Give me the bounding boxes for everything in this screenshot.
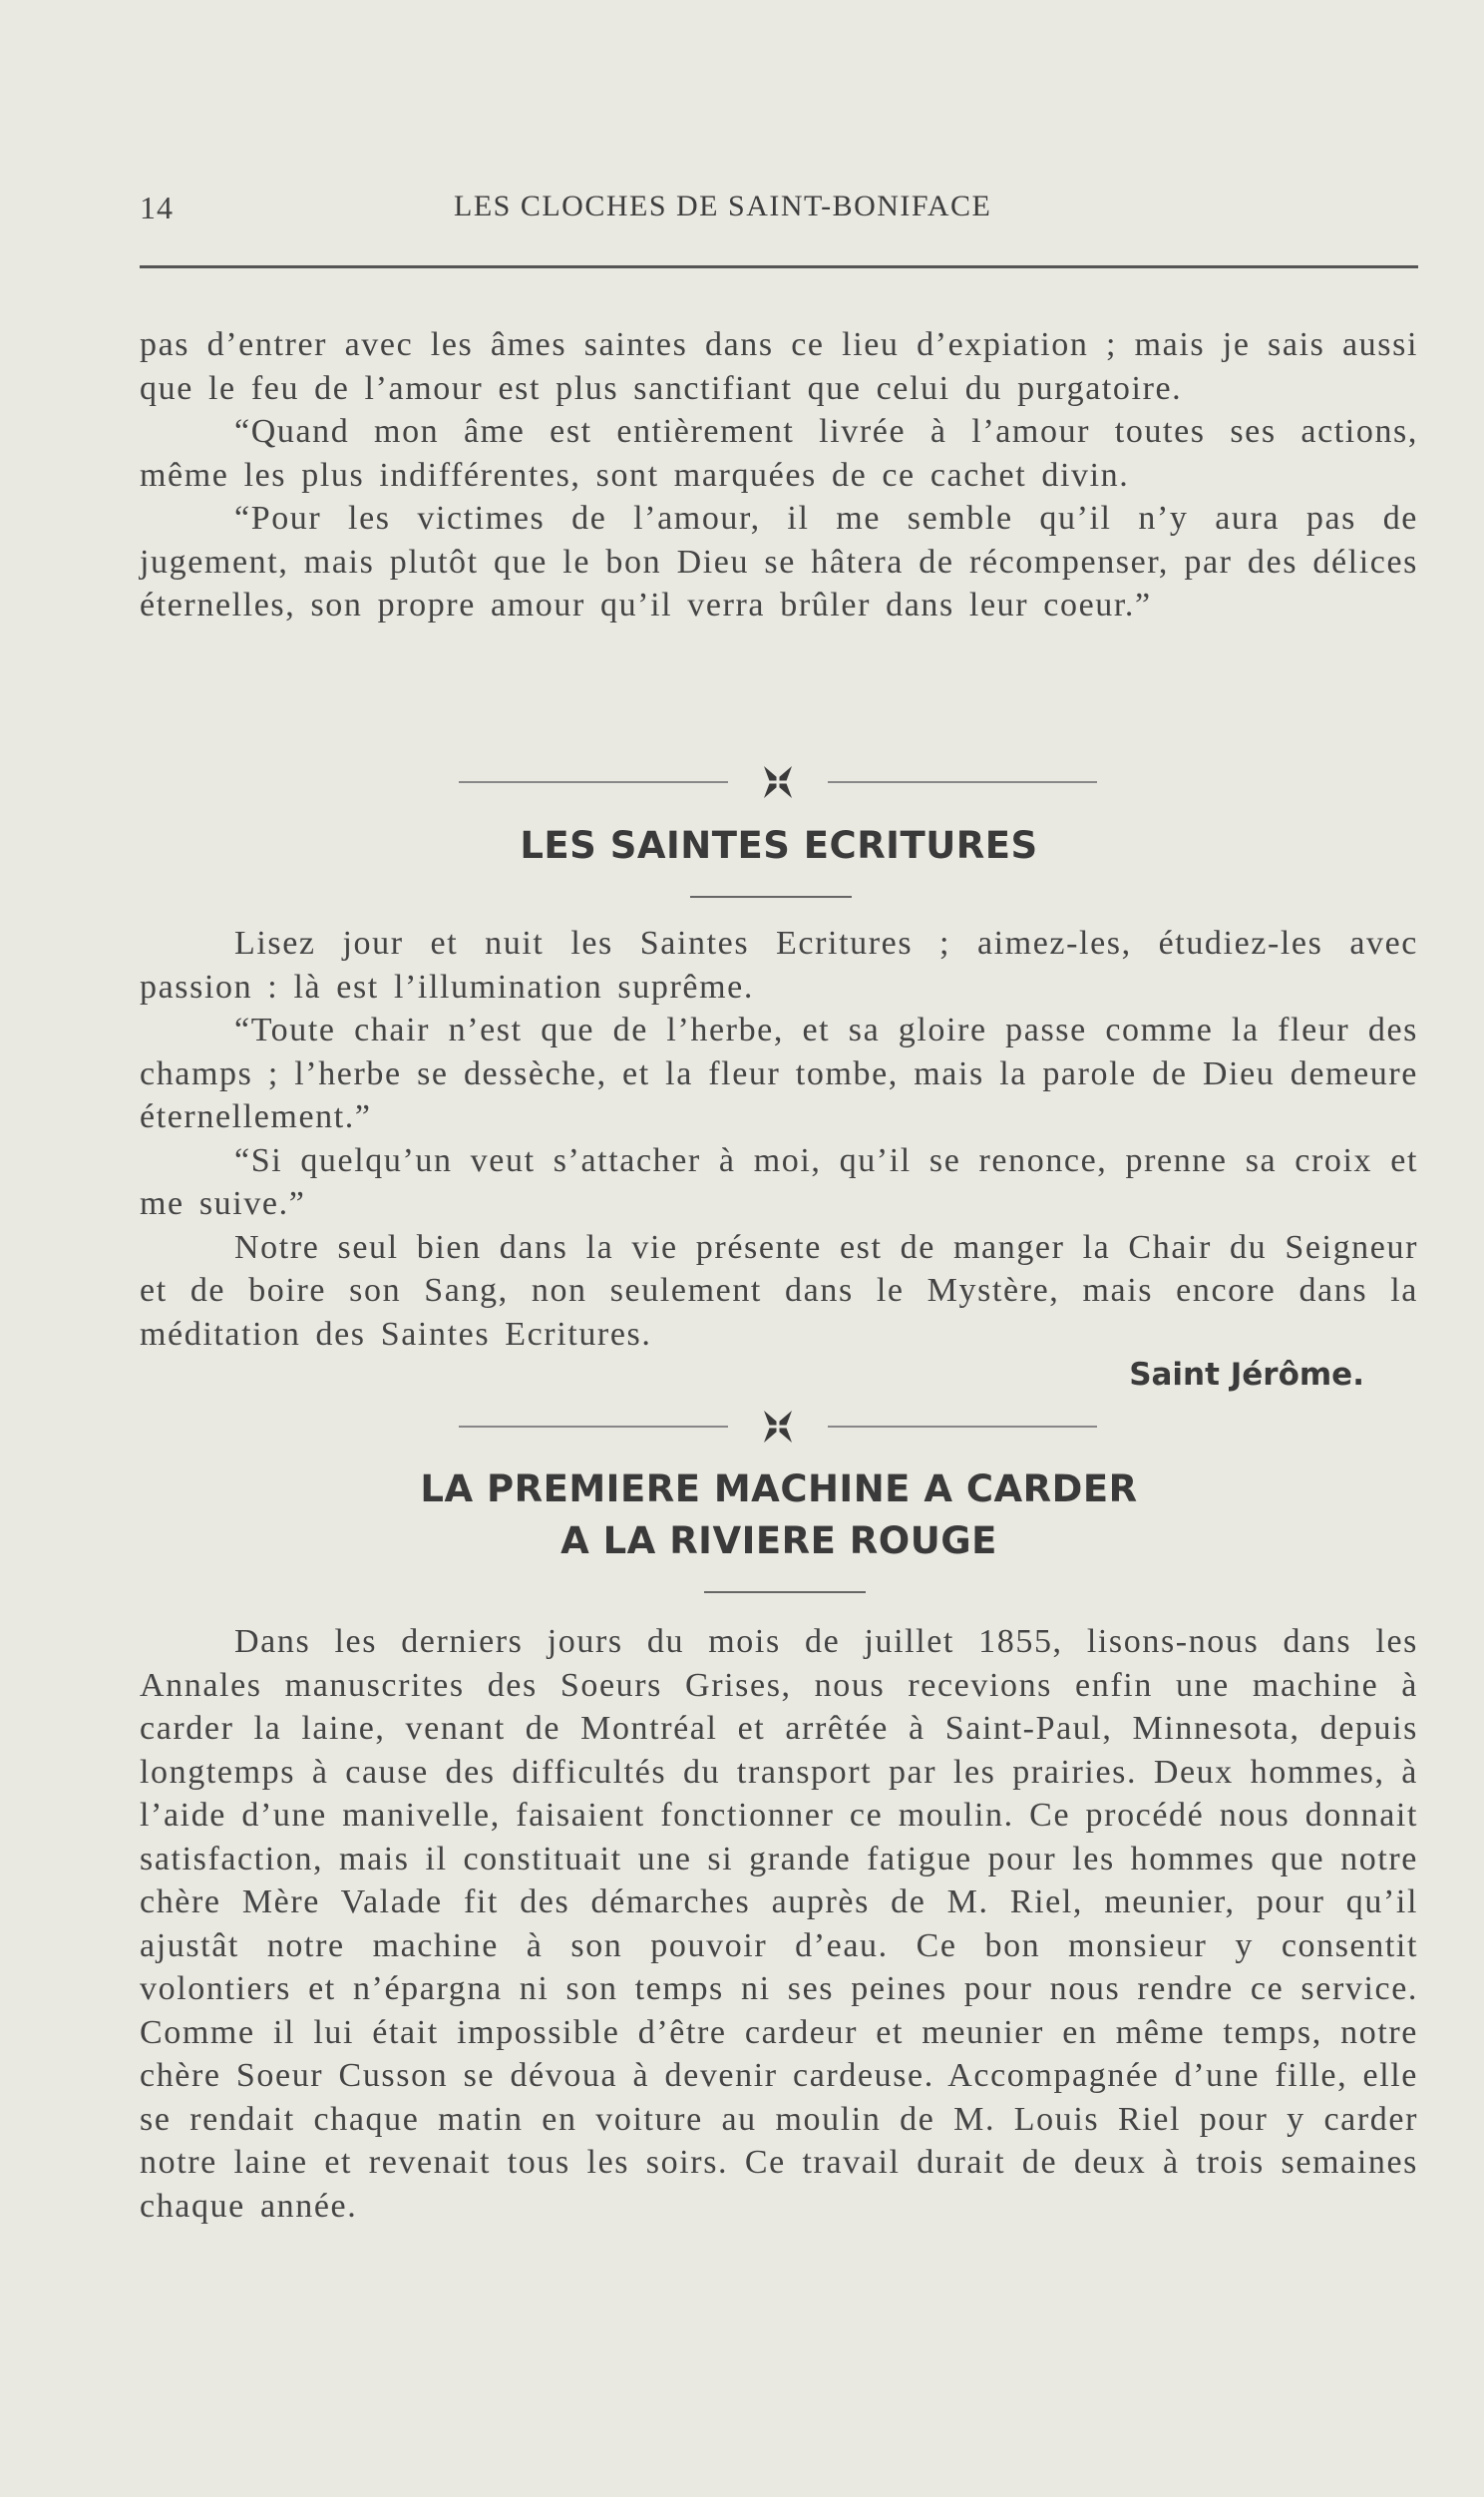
page-header (140, 190, 1416, 229)
paragraph: Notre seul bien dans la vie présente est de manger la Chair du Seigneur et de boire son Sang, non seulement dans le Mystère, mais encore dans la méditation des Saintes Ecritures. (140, 1228, 1418, 1353)
divider-line (828, 781, 1097, 783)
title-underline (704, 1591, 866, 1593)
saintes-ecritures-text (140, 922, 1418, 1356)
section-continuation-text (140, 323, 1418, 627)
running-title: LES CLOCHES DE SAINT-BONIFACE (454, 190, 992, 222)
paragraph: pas d’entrer avec les âmes saintes dans ce lieu d’expiation ; mais je sais aussi que le feu de l’amour est plus sanctifiant que celui du purgatoire. (140, 326, 1418, 407)
title-line: A LA RIVIERE ROUGE (560, 1519, 997, 1562)
section-title (140, 1463, 1418, 1567)
page-number: 14 (140, 190, 174, 225)
section-divider (459, 1407, 1097, 1447)
maltese-cross-icon (761, 1409, 795, 1445)
section-divider (459, 762, 1097, 802)
machine-a-carder-text (140, 1620, 1418, 2228)
paragraph: Dans les derniers jours du mois de juillet 1855, lisons-nous dans les Annales manuscrites des Soeurs Grises, nous recevions enfin une machine à carder la laine, venant de Montréal et arrêtée à Saint-Paul, Minnesota, depuis longtemps à cause des difficultés du transport par les prairies. Deux hommes, à l’aide d’une manivelle, faisaient fonctionner ce moulin. Ce procédé nous donnait satisfaction, mais il constituait une si grande fatigue pour les hommes que notre chère Mère Valade fit des démarches auprès de M. Riel, meunier, pour qu’il ajustât notre machine à son pouvoir d’eau. Ce bon monsieur y consentit volontiers et n’épargna ni son temps ni ses peines pour nous rendre ce service. Comme il lui était impossible d’être cardeur et meunier en même temps, notre chère Soeur Cusson se dévoua à devenir cardeuse. Accompagnée d’une fille, elle se rendait chaque matin en voiture au moulin de M. Louis Riel pour y carder notre laine et revenait tous les soirs. Ce travail durait de deux à trois semaines chaque année. (140, 1623, 1418, 2225)
divider-line (459, 1426, 728, 1428)
signature: Saint Jérôme. (1129, 1357, 1364, 1393)
paragraph: “Si quelqu’un veut s’attacher à moi, qu’il se renonce, prenne sa croix et me suive.” (140, 1141, 1418, 1222)
paragraph: Lisez jour et nuit les Saintes Ecritures ; aimez-les, étudiez-les avec passion : là est l’illumination suprême. (140, 925, 1418, 1006)
paragraph: “Toute chair n’est que de l’herbe, et sa gloire passe comme la fleur des champs ; l’herbe se dessèche, et la fleur tombe, mais la parole de Dieu demeure éternellement.” (140, 1012, 1418, 1135)
title-line: LA PREMIERE MACHINE A CARDER (420, 1467, 1138, 1510)
title-underline (690, 896, 852, 898)
paragraph: “Quand mon âme est entièrement livrée à l’amour toutes ses actions, même les plus indifférentes, sont marquées de ce cachet divin. (140, 413, 1418, 494)
header-rule (140, 265, 1418, 268)
divider-line (828, 1426, 1097, 1428)
section-title: LES SAINTES ECRITURES (520, 824, 1038, 867)
paragraph: “Pour les victimes de l’amour, il me semble qu’il n’y aura pas de jugement, mais plutôt que le bon Dieu se hâtera de récompenser, par des délices éternelles, son propre amour qu’il verra brûler dans leur coeur.” (140, 500, 1418, 624)
divider-line (459, 781, 728, 783)
maltese-cross-icon (761, 764, 795, 800)
